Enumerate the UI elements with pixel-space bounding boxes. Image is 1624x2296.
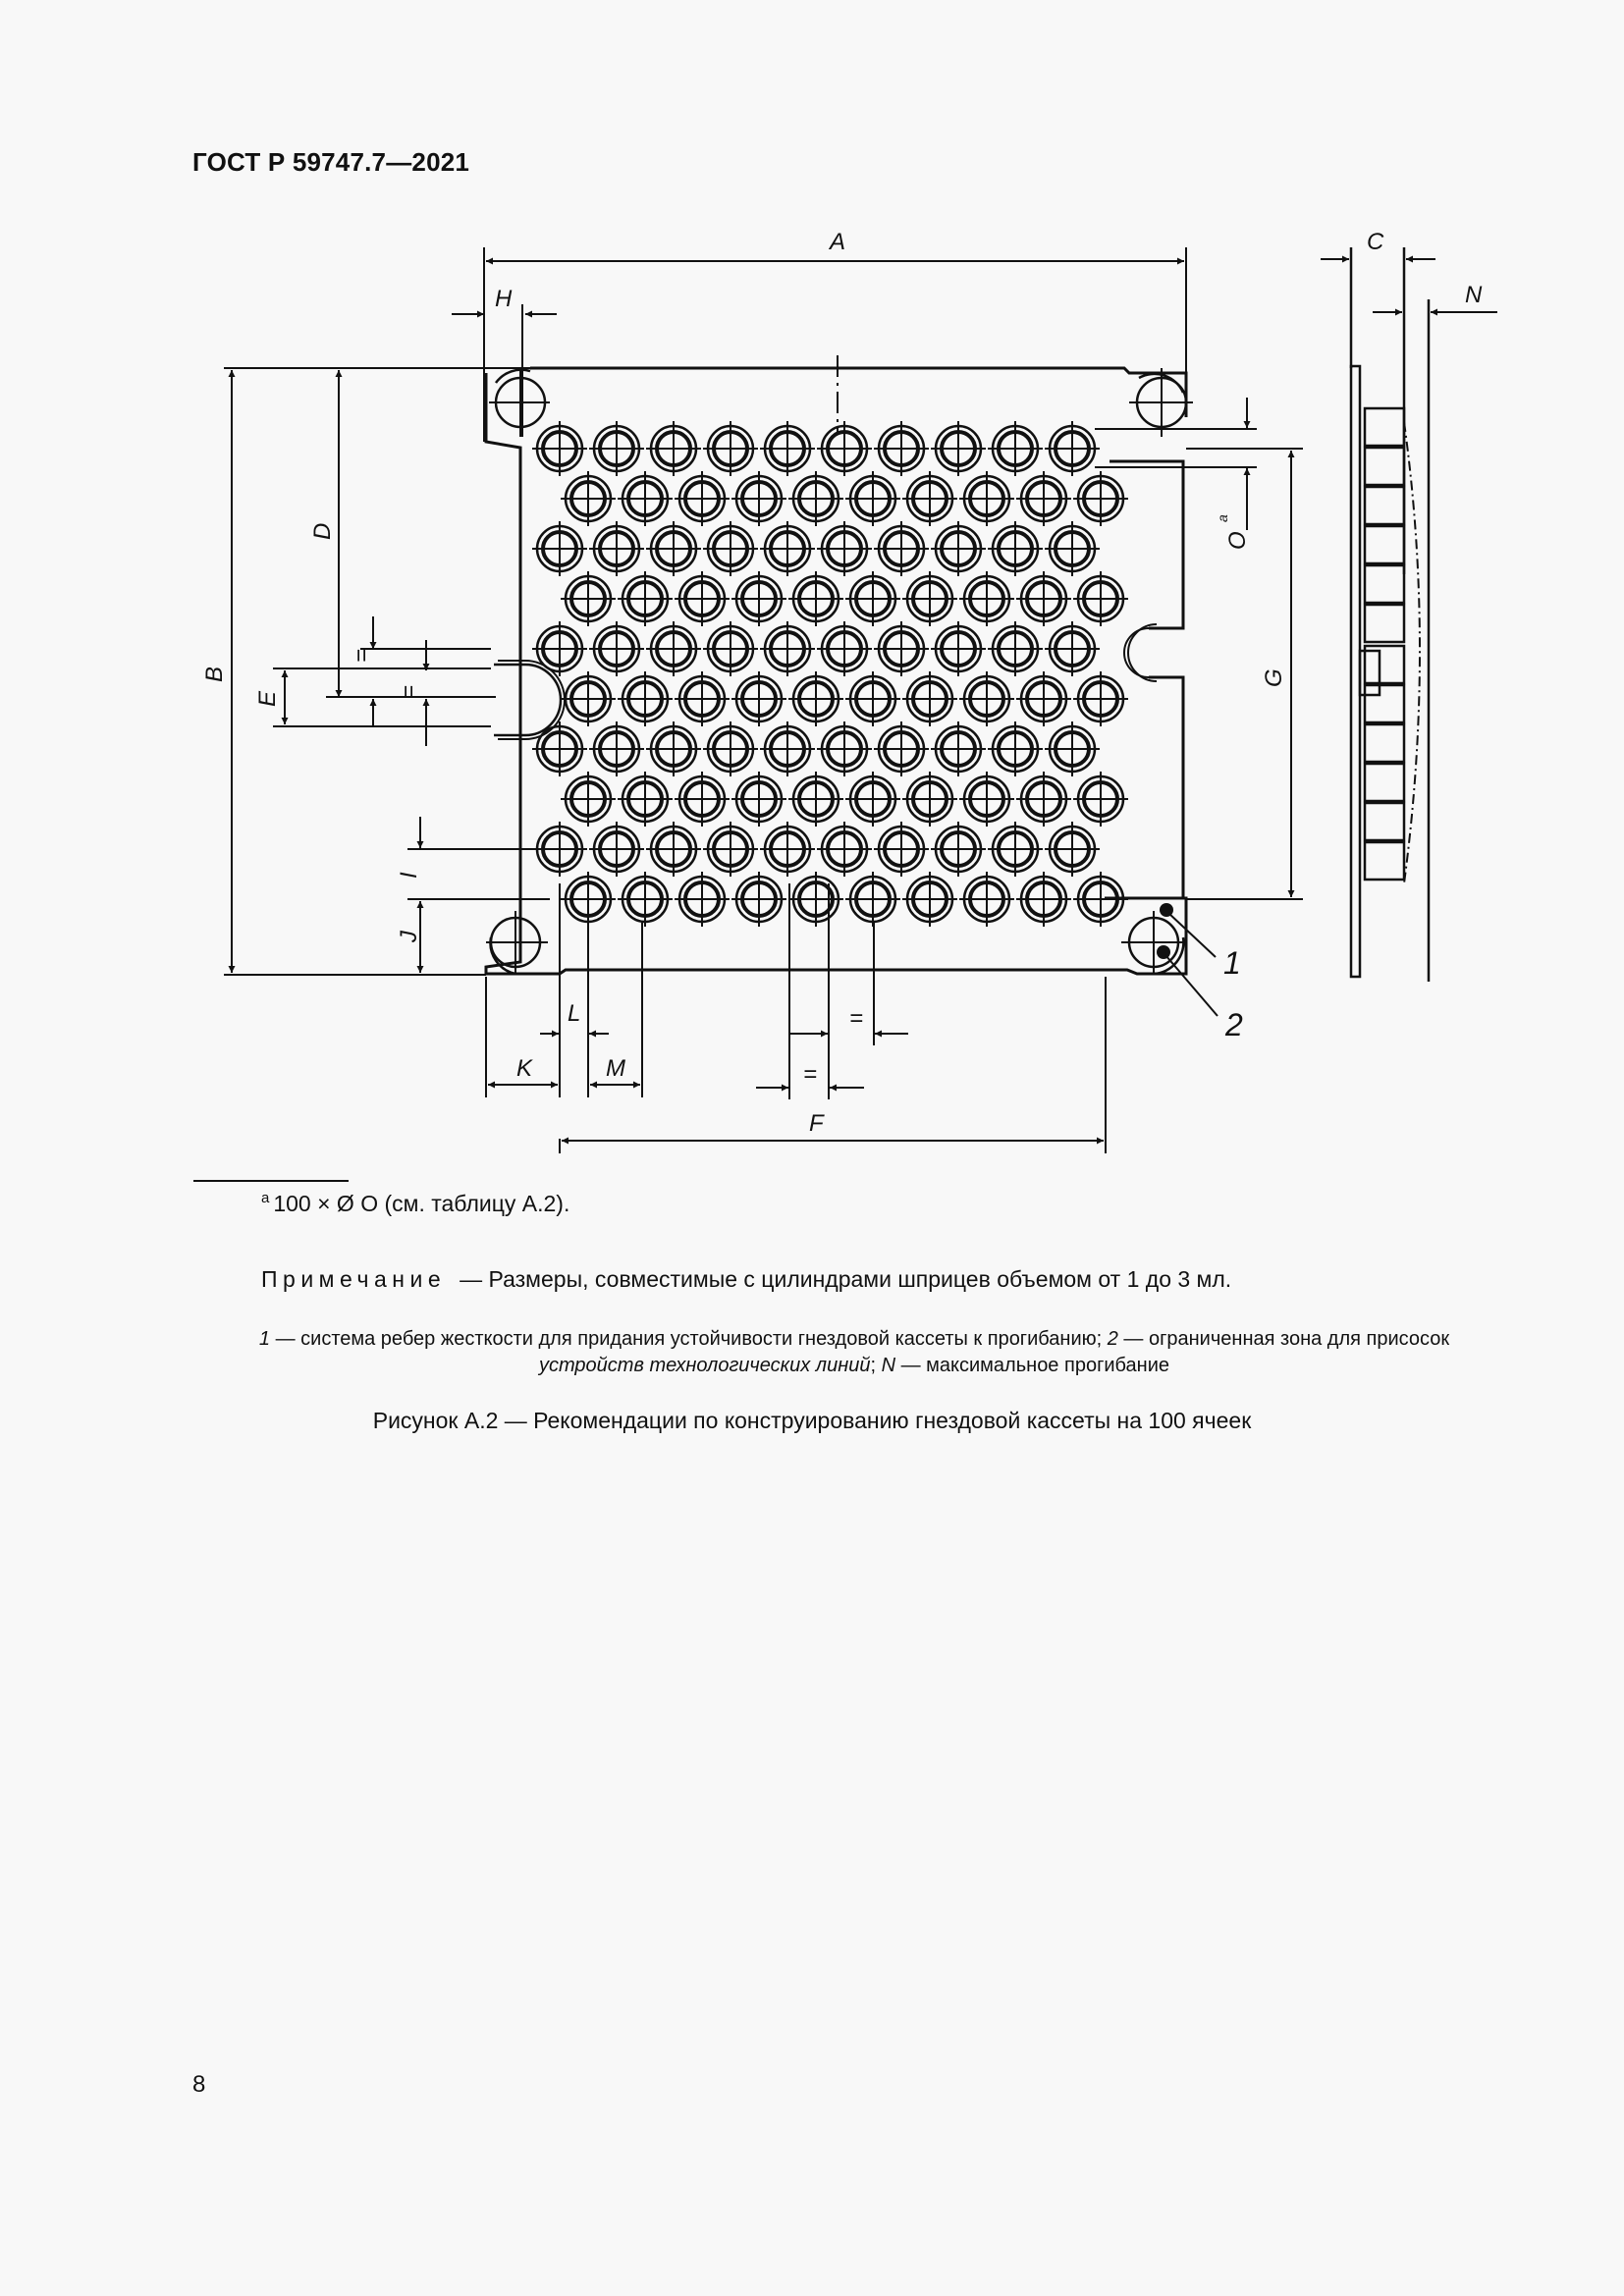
cassette-cell — [874, 421, 929, 476]
cassette-cell — [760, 521, 815, 576]
footnote-text: 100 × Ø O (см. таблицу А.2). — [273, 1191, 570, 1216]
cassette-cell — [760, 822, 815, 877]
dim-label-A: A — [830, 229, 846, 255]
dim-label-equal-3: = — [849, 1005, 864, 1032]
cassette-cell — [959, 471, 1014, 526]
cassette-cell — [703, 621, 758, 676]
cassette-cell — [1073, 671, 1128, 726]
cassette-cell — [1016, 772, 1071, 827]
cassette-cell — [618, 872, 673, 927]
callout-label-2: 2 — [1225, 1007, 1243, 1042]
cassette-cell — [675, 671, 730, 726]
cassette-cell — [1016, 571, 1071, 626]
cassette-cell — [874, 621, 929, 676]
cassette-cell — [675, 571, 730, 626]
cassette-cell — [589, 521, 644, 576]
legend-item-2-text-italic: устройств технологических линий — [538, 1355, 871, 1376]
note-label: Примечание — [261, 1266, 447, 1292]
cassette-cell — [1045, 521, 1100, 576]
cassette-cell — [988, 621, 1043, 676]
cassette-cell — [817, 521, 872, 576]
cassette-cell — [703, 521, 758, 576]
legend-item-N-text: — максимальное прогибание — [895, 1355, 1169, 1376]
dim-label-C: C — [1367, 229, 1384, 255]
cassette-cell — [618, 772, 673, 827]
dim-label-L: L — [568, 1000, 581, 1027]
cassette-cell — [931, 521, 986, 576]
cassette-cell — [788, 471, 843, 526]
cassette-cell — [646, 521, 701, 576]
dim-label-equal-4: = — [803, 1061, 818, 1088]
cassette-cell — [788, 872, 843, 927]
cassette-cell — [561, 772, 616, 827]
cassette-cell — [760, 421, 815, 476]
cassette-cell — [988, 521, 1043, 576]
cassette-cell — [703, 822, 758, 877]
dim-label-I: I — [396, 872, 422, 879]
cassette-cell — [618, 571, 673, 626]
cassette-cell — [561, 471, 616, 526]
dim-label-F: F — [809, 1110, 824, 1137]
dim-label-E: E — [254, 690, 281, 707]
cassette-cell — [902, 671, 957, 726]
footnote-rule — [193, 1180, 349, 1182]
cassette-cell — [788, 772, 843, 827]
legend-item-2-number: 2 — [1107, 1328, 1118, 1350]
cassette-cell — [731, 872, 786, 927]
dim-label-equal-1: = — [349, 648, 375, 663]
cassette-cell — [931, 621, 986, 676]
cassette-cell — [931, 822, 986, 877]
cassette-cell — [731, 772, 786, 827]
cassette-cell — [1045, 822, 1100, 877]
dim-label-O: O — [1224, 531, 1251, 550]
cassette-cell — [1045, 721, 1100, 776]
cassette-cell — [760, 621, 815, 676]
cassette-cell — [561, 872, 616, 927]
dim-label-G: G — [1261, 668, 1287, 687]
cassette-cell — [817, 822, 872, 877]
legend-item-1-text: — система ребер жесткости для придания устойчивости гнездовой кассеты к прогибанию; — [270, 1328, 1108, 1350]
cassette-cell — [1073, 471, 1128, 526]
cassette-cell — [589, 721, 644, 776]
side-view — [1321, 247, 1497, 982]
cassette-cell — [931, 721, 986, 776]
cassette-cell — [760, 721, 815, 776]
cassette-cell — [731, 671, 786, 726]
cassette-cell — [788, 571, 843, 626]
cassette-cell — [646, 421, 701, 476]
cassette-cell — [646, 721, 701, 776]
cassette-cell — [1045, 621, 1100, 676]
cassette-cell — [931, 421, 986, 476]
cassette-cell — [1045, 421, 1100, 476]
cassette-cell — [874, 521, 929, 576]
cassette-cell — [959, 671, 1014, 726]
cassette-cell — [675, 772, 730, 827]
cassette-cell — [902, 772, 957, 827]
cassette-cell — [845, 571, 900, 626]
dim-label-H: H — [495, 286, 513, 312]
footnote — [261, 1190, 569, 1217]
cassette-cell — [532, 521, 587, 576]
cassette-cell — [589, 822, 644, 877]
cassette-cell — [646, 621, 701, 676]
dimension-lines — [224, 247, 1303, 1153]
footnote-marker: a — [261, 1190, 270, 1206]
cassette-cell — [817, 721, 872, 776]
cassette-cell — [618, 671, 673, 726]
cassette-cell — [1016, 471, 1071, 526]
dim-label-M: M — [606, 1055, 625, 1082]
document-header: ГОСТ Р 59747.7—2021 — [192, 147, 470, 177]
cassette-cell — [845, 671, 900, 726]
dim-label-D: D — [309, 522, 336, 540]
callout-label-1: 1 — [1223, 945, 1241, 981]
cassette-cell — [675, 471, 730, 526]
cassette-cell — [845, 872, 900, 927]
cassette-cell — [902, 471, 957, 526]
note-text: — Размеры, совместимые с цилиндрами шприцев объемом от 1 до 3 мл. — [460, 1266, 1232, 1292]
cassette-cell — [874, 822, 929, 877]
cassette-cell — [561, 671, 616, 726]
cell-grid — [532, 421, 1128, 927]
legend-item-N-symbol: N — [881, 1355, 896, 1376]
cassette-cell — [845, 471, 900, 526]
cassette-cell — [703, 421, 758, 476]
cassette-cell — [532, 721, 587, 776]
cassette-cell — [731, 571, 786, 626]
dim-label-O-superscript: a — [1215, 514, 1230, 522]
legend-item-2-text: — ограниченная зона для присосок — [1117, 1328, 1450, 1350]
cassette-cell — [589, 621, 644, 676]
cassette-cell — [959, 571, 1014, 626]
cassette-cell — [988, 721, 1043, 776]
dim-label-N: N — [1465, 282, 1483, 308]
cassette-cell — [874, 721, 929, 776]
cassette-cell — [675, 872, 730, 927]
legend-item-1-number: 1 — [258, 1328, 271, 1350]
cassette-cell — [532, 421, 587, 476]
cassette-cell — [817, 421, 872, 476]
cassette-cell — [1073, 872, 1128, 927]
cassette-cell — [845, 772, 900, 827]
dim-label-equal-2: = — [396, 684, 422, 699]
cassette-cell — [646, 822, 701, 877]
note — [261, 1266, 1231, 1293]
dim-label-K: K — [516, 1055, 533, 1082]
cassette-cell — [788, 671, 843, 726]
cassette-cell — [703, 721, 758, 776]
cassette-cell — [1016, 671, 1071, 726]
cassette-cell — [1016, 872, 1071, 927]
cassette-cell — [988, 421, 1043, 476]
cassette-cell — [1073, 571, 1128, 626]
cassette-cell — [589, 421, 644, 476]
cassette-cell — [959, 772, 1014, 827]
cassette-cell — [959, 872, 1014, 927]
legend-separator: ; — [870, 1355, 882, 1376]
page-number: 8 — [192, 2071, 206, 2098]
figure-legend — [187, 1326, 1522, 1379]
cassette-cell — [561, 571, 616, 626]
cassette-cell — [731, 471, 786, 526]
cassette-cell — [618, 471, 673, 526]
dim-label-B: B — [201, 666, 228, 682]
cassette-cell — [902, 872, 957, 927]
cassette-cell — [817, 621, 872, 676]
cassette-cell — [988, 822, 1043, 877]
cassette-cell — [902, 571, 957, 626]
cassette-cell — [1073, 772, 1128, 827]
dim-label-J: J — [396, 931, 422, 942]
figure-caption: Рисунок А.2 — Рекомендации по конструированию гнездовой кассеты на 100 ячеек — [372, 1408, 1252, 1433]
